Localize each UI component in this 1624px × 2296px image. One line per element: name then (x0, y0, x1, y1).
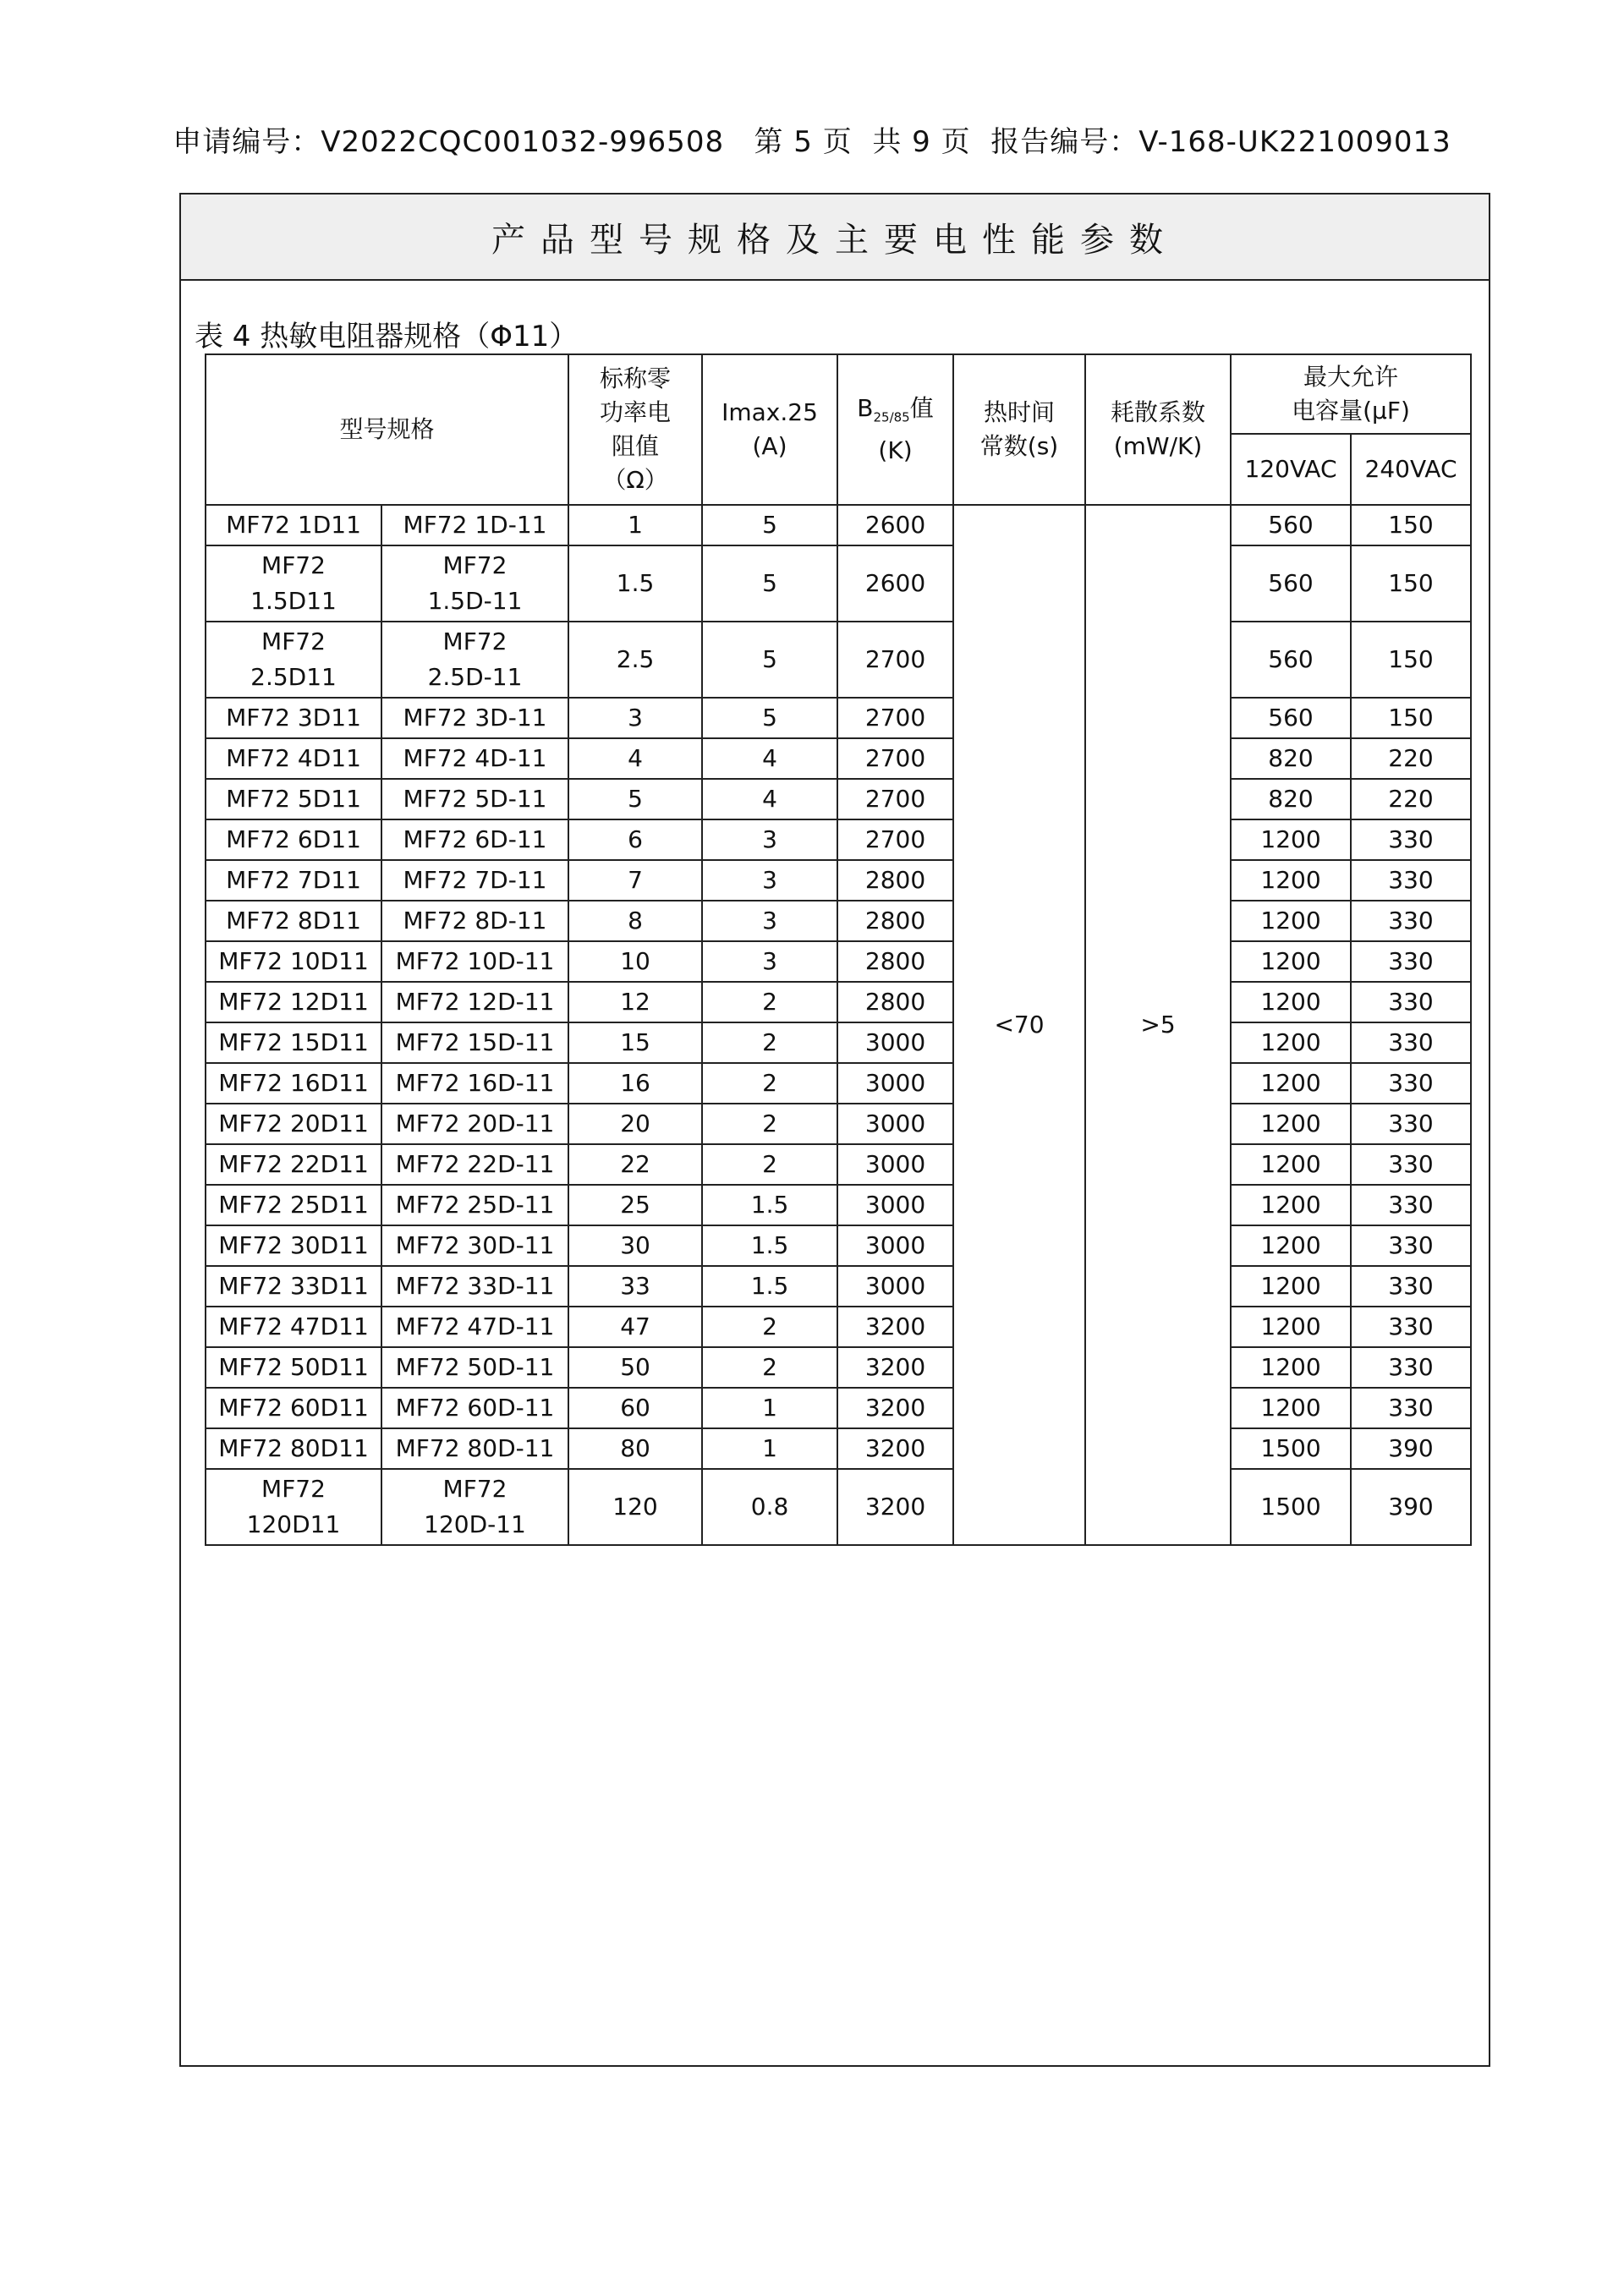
header-imax-line: (A) (752, 432, 787, 460)
model-code-alt (381, 1266, 568, 1307)
model-code-line: MF72 (442, 627, 508, 655)
imax-cell: 4 (702, 779, 837, 819)
imax-cell: 4 (702, 738, 837, 779)
model-code-alt (381, 738, 568, 779)
model-code (206, 941, 381, 982)
header-resistance-line: 阻值 (612, 432, 660, 460)
model-code-line: MF72 80D-11 (395, 1434, 555, 1462)
capacitance-120vac-cell: 1500 (1231, 1428, 1351, 1469)
header-resistance-line: 标称零 (600, 364, 672, 392)
model-code-line: MF72 20D11 (218, 1110, 369, 1137)
model-code-alt (381, 1388, 568, 1428)
table-row (206, 1469, 1471, 1545)
model-code-line: 2.5D-11 (427, 663, 523, 691)
thermal-time-cell: <70 (953, 505, 1085, 1545)
capacitance-240vac-cell: 330 (1351, 941, 1471, 982)
model-code-line: MF72 47D11 (218, 1312, 369, 1340)
dissipation-cell: >5 (1085, 505, 1231, 1545)
model-code-line: MF72 1D-11 (403, 511, 547, 539)
model-code-line: MF72 5D-11 (403, 785, 547, 813)
resistance-cell: 7 (568, 860, 702, 901)
resistance-cell: 15 (568, 1022, 702, 1063)
resistance-cell: 1.5 (568, 545, 702, 622)
model-code (206, 1266, 381, 1307)
model-code-line: MF72 6D11 (226, 825, 361, 853)
capacitance-120vac-cell: 560 (1231, 545, 1351, 622)
table-row (206, 622, 1471, 698)
table-row (206, 505, 1471, 545)
model-code-alt (381, 505, 568, 545)
imax-cell: 2 (702, 1144, 837, 1185)
model-code (206, 819, 381, 860)
capacitance-120vac-cell: 1200 (1231, 1225, 1351, 1266)
model-code-alt (381, 1022, 568, 1063)
capacitance-240vac-cell: 330 (1351, 1104, 1471, 1144)
model-code (206, 1104, 381, 1144)
header-resistance (568, 354, 702, 505)
table-row (206, 1104, 1471, 1144)
header-b-unit: (K) (878, 436, 913, 465)
model-code (206, 1469, 381, 1545)
model-code (206, 1307, 381, 1347)
model-code-alt (381, 1469, 568, 1545)
table-row (206, 860, 1471, 901)
model-code-line: MF72 8D-11 (403, 907, 547, 934)
capacitance-120vac-cell: 1200 (1231, 1388, 1351, 1428)
b-value-cell: 3000 (837, 1063, 953, 1104)
table-row (206, 779, 1471, 819)
header-b-value (837, 354, 953, 505)
thermistor-spec-table (205, 353, 1472, 1546)
page-header: 申请编号：V2022CQC001032-996508 第 5 页 共 9 页 报告编号：V-168-UK221009013 (173, 125, 1451, 159)
b-value-cell: 3000 (837, 1225, 953, 1266)
model-code-alt (381, 622, 568, 698)
model-code-line: 120D-11 (424, 1510, 526, 1538)
model-code-line: MF72 12D11 (218, 988, 369, 1016)
capacitance-120vac-cell: 1200 (1231, 1185, 1351, 1225)
model-code (206, 860, 381, 901)
b-value-cell: 2800 (837, 860, 953, 901)
capacitance-240vac-cell: 220 (1351, 779, 1471, 819)
capacitance-240vac-cell: 390 (1351, 1428, 1471, 1469)
resistance-cell: 25 (568, 1185, 702, 1225)
table-row (206, 545, 1471, 622)
model-code-alt (381, 819, 568, 860)
model-code-line: MF72 30D-11 (395, 1231, 555, 1259)
model-code-alt (381, 779, 568, 819)
model-code-line: 1.5D11 (250, 587, 337, 615)
capacitance-120vac-cell: 1200 (1231, 1347, 1351, 1388)
imax-cell: 2 (702, 982, 837, 1022)
capacitance-240vac-cell: 330 (1351, 1063, 1471, 1104)
resistance-cell: 3 (568, 698, 702, 738)
capacitance-240vac-cell: 330 (1351, 1388, 1471, 1428)
model-code-line: MF72 3D11 (226, 704, 361, 732)
model-code-line: MF72 (261, 1475, 326, 1503)
model-code-line: MF72 10D-11 (395, 947, 555, 975)
model-code-line: MF72 (261, 627, 326, 655)
imax-cell: 1.5 (702, 1225, 837, 1266)
model-code (206, 1428, 381, 1469)
header-max-capacitance-line: 最大允许 (1303, 363, 1399, 391)
model-code-alt (381, 1428, 568, 1469)
table-row (206, 1307, 1471, 1347)
capacitance-120vac-cell: 1200 (1231, 982, 1351, 1022)
table-row (206, 1347, 1471, 1388)
imax-cell: 1.5 (702, 1185, 837, 1225)
document-frame (179, 193, 1490, 2067)
capacitance-120vac-cell: 1200 (1231, 819, 1351, 860)
model-code (206, 1022, 381, 1063)
model-code (206, 982, 381, 1022)
imax-cell: 1.5 (702, 1266, 837, 1307)
model-code-line: MF72 (261, 551, 326, 579)
resistance-cell: 16 (568, 1063, 702, 1104)
capacitance-240vac-cell: 330 (1351, 1144, 1471, 1185)
section-title: 产品型号规格及主要电性能参数 (181, 195, 1489, 281)
capacitance-240vac-cell: 330 (1351, 1022, 1471, 1063)
capacitance-120vac-cell: 1200 (1231, 860, 1351, 901)
header-b-suffix: 值 (909, 393, 934, 422)
table-row (206, 1144, 1471, 1185)
model-code-line: MF72 3D-11 (403, 704, 547, 732)
capacitance-120vac-cell: 820 (1231, 738, 1351, 779)
b-value-cell: 3200 (837, 1428, 953, 1469)
capacitance-120vac-cell: 1200 (1231, 1144, 1351, 1185)
model-code-line: MF72 33D11 (218, 1272, 369, 1300)
header-120vac: 120VAC (1231, 434, 1351, 505)
capacitance-240vac-cell: 330 (1351, 1225, 1471, 1266)
model-code (206, 698, 381, 738)
b-value-cell: 2800 (837, 982, 953, 1022)
model-code-line: MF72 80D11 (218, 1434, 369, 1462)
model-code-line: MF72 22D11 (218, 1150, 369, 1178)
model-code (206, 505, 381, 545)
model-code-alt (381, 1144, 568, 1185)
model-code (206, 1063, 381, 1104)
model-code-line: MF72 30D11 (218, 1231, 369, 1259)
table-row (206, 698, 1471, 738)
capacitance-120vac-cell: 820 (1231, 779, 1351, 819)
capacitance-120vac-cell: 1200 (1231, 901, 1351, 941)
capacitance-120vac-cell: 560 (1231, 698, 1351, 738)
capacitance-240vac-cell: 330 (1351, 1185, 1471, 1225)
capacitance-120vac-cell: 1200 (1231, 1063, 1351, 1104)
header-thermal-time-line: 常数(s) (979, 432, 1059, 460)
capacitance-240vac-cell: 330 (1351, 982, 1471, 1022)
model-code-alt (381, 1185, 568, 1225)
capacitance-240vac-cell: 330 (1351, 1347, 1471, 1388)
header-imax-line: Imax.25 (721, 398, 818, 426)
table-row (206, 738, 1471, 779)
model-code (206, 901, 381, 941)
model-code-alt (381, 1104, 568, 1144)
b-value-cell: 2700 (837, 622, 953, 698)
header-dissipation-line: (mW/K) (1113, 432, 1203, 460)
header-max-capacitance-line: 电容量(μF) (1292, 397, 1410, 425)
model-code-line: MF72 4D-11 (403, 744, 547, 772)
table-row (206, 1063, 1471, 1104)
b-value-cell: 2700 (837, 738, 953, 779)
resistance-cell: 33 (568, 1266, 702, 1307)
model-code-line: MF72 5D11 (226, 785, 361, 813)
resistance-cell: 120 (568, 1469, 702, 1545)
imax-cell: 3 (702, 901, 837, 941)
b-value-cell: 3000 (837, 1104, 953, 1144)
b-value-cell: 2700 (837, 819, 953, 860)
model-code (206, 779, 381, 819)
imax-cell: 2 (702, 1104, 837, 1144)
capacitance-120vac-cell: 1200 (1231, 1266, 1351, 1307)
model-code-alt (381, 941, 568, 982)
model-code-line: MF72 60D-11 (395, 1394, 555, 1422)
imax-cell: 2 (702, 1022, 837, 1063)
resistance-cell: 12 (568, 982, 702, 1022)
model-code (206, 1185, 381, 1225)
model-code-line: 1.5D-11 (427, 587, 523, 615)
table-row (206, 1022, 1471, 1063)
b-value-cell: 3200 (837, 1469, 953, 1545)
b-value-cell: 2800 (837, 901, 953, 941)
table-row (206, 982, 1471, 1022)
model-code-line: MF72 7D-11 (403, 866, 547, 894)
model-code-line: MF72 8D11 (226, 907, 361, 934)
capacitance-120vac-cell: 1500 (1231, 1469, 1351, 1545)
model-code-line: 120D11 (246, 1510, 341, 1538)
b-value-cell: 2700 (837, 698, 953, 738)
resistance-cell: 6 (568, 819, 702, 860)
header-240vac: 240VAC (1351, 434, 1471, 505)
header-dissipation-line: 耗散系数 (1111, 398, 1206, 426)
imax-cell: 2 (702, 1063, 837, 1104)
model-code-line: MF72 16D11 (218, 1069, 369, 1097)
b-value-cell: 2600 (837, 505, 953, 545)
model-code-line: 2.5D11 (250, 663, 337, 691)
b-value-cell: 3000 (837, 1022, 953, 1063)
b-value-cell: 3000 (837, 1266, 953, 1307)
imax-cell: 5 (702, 698, 837, 738)
header-model: 型号规格 (206, 354, 568, 505)
capacitance-120vac-cell: 1200 (1231, 1104, 1351, 1144)
model-code-line: MF72 25D-11 (395, 1191, 555, 1219)
imax-cell: 3 (702, 941, 837, 982)
model-code-line: MF72 16D-11 (395, 1069, 555, 1097)
imax-cell: 2 (702, 1307, 837, 1347)
model-code-line: MF72 4D11 (226, 744, 361, 772)
header-max-capacitance (1231, 354, 1471, 434)
model-code-alt (381, 1347, 568, 1388)
capacitance-240vac-cell: 330 (1351, 1307, 1471, 1347)
b-value-cell: 2800 (837, 941, 953, 982)
model-code-line: MF72 12D-11 (395, 988, 555, 1016)
resistance-cell: 1 (568, 505, 702, 545)
model-code (206, 1225, 381, 1266)
capacitance-240vac-cell: 330 (1351, 819, 1471, 860)
table-row (206, 941, 1471, 982)
b-value-cell: 2600 (837, 545, 953, 622)
header-thermal-time-line: 热时间 (984, 398, 1056, 426)
model-code-line: MF72 22D-11 (395, 1150, 555, 1178)
model-code (206, 1144, 381, 1185)
header-resistance-line: （Ω） (602, 466, 668, 494)
capacitance-120vac-cell: 1200 (1231, 941, 1351, 982)
imax-cell: 1 (702, 1428, 837, 1469)
capacitance-240vac-cell: 330 (1351, 860, 1471, 901)
table-row (206, 1185, 1471, 1225)
model-code-line: MF72 (442, 551, 508, 579)
b-value-cell: 3000 (837, 1144, 953, 1185)
resistance-cell: 20 (568, 1104, 702, 1144)
table-row (206, 1388, 1471, 1428)
imax-cell: 1 (702, 1388, 837, 1428)
model-code-line: MF72 47D-11 (395, 1312, 555, 1340)
model-code-alt (381, 545, 568, 622)
model-code (206, 622, 381, 698)
model-code (206, 545, 381, 622)
imax-cell: 2 (702, 1347, 837, 1388)
model-code-alt (381, 860, 568, 901)
resistance-cell: 8 (568, 901, 702, 941)
imax-cell: 3 (702, 819, 837, 860)
header-b-prefix: B (857, 393, 874, 422)
header-b-subscript: 25/85 (873, 409, 910, 425)
model-code-alt (381, 901, 568, 941)
model-code-alt (381, 1063, 568, 1104)
imax-cell: 5 (702, 505, 837, 545)
resistance-cell: 60 (568, 1388, 702, 1428)
capacitance-120vac-cell: 1200 (1231, 1022, 1351, 1063)
capacitance-240vac-cell: 150 (1351, 622, 1471, 698)
capacitance-120vac-cell: 560 (1231, 505, 1351, 545)
b-value-cell: 3000 (837, 1185, 953, 1225)
resistance-cell: 47 (568, 1307, 702, 1347)
table-row (206, 1266, 1471, 1307)
model-code-line: MF72 (442, 1475, 508, 1503)
model-code-line: MF72 33D-11 (395, 1272, 555, 1300)
table-body (206, 505, 1471, 1545)
capacitance-240vac-cell: 330 (1351, 1266, 1471, 1307)
table-row (206, 1428, 1471, 1469)
model-code-line: MF72 15D11 (218, 1028, 369, 1056)
capacitance-240vac-cell: 330 (1351, 901, 1471, 941)
resistance-cell: 50 (568, 1347, 702, 1388)
header-imax (702, 354, 837, 505)
resistance-cell: 2.5 (568, 622, 702, 698)
resistance-cell: 80 (568, 1428, 702, 1469)
capacitance-240vac-cell: 150 (1351, 545, 1471, 622)
model-code-alt (381, 698, 568, 738)
model-code-line: MF72 1D11 (226, 511, 361, 539)
resistance-cell: 5 (568, 779, 702, 819)
capacitance-120vac-cell: 560 (1231, 622, 1351, 698)
model-code-line: MF72 60D11 (218, 1394, 369, 1422)
model-code-alt (381, 1225, 568, 1266)
imax-cell: 5 (702, 622, 837, 698)
model-code-line: MF72 50D11 (218, 1353, 369, 1381)
model-code-line: MF72 15D-11 (395, 1028, 555, 1056)
model-code-line: MF72 20D-11 (395, 1110, 555, 1137)
b-value-cell: 3200 (837, 1388, 953, 1428)
model-code-line: MF72 50D-11 (395, 1353, 555, 1381)
resistance-cell: 30 (568, 1225, 702, 1266)
model-code (206, 738, 381, 779)
capacitance-240vac-cell: 390 (1351, 1469, 1471, 1545)
capacitance-240vac-cell: 220 (1351, 738, 1471, 779)
header-resistance-line: 功率电 (600, 398, 672, 426)
model-code-line: MF72 7D11 (226, 866, 361, 894)
model-code-line: MF72 25D11 (218, 1191, 369, 1219)
model-code-alt (381, 982, 568, 1022)
b-value-cell: 3200 (837, 1347, 953, 1388)
imax-cell: 3 (702, 860, 837, 901)
imax-cell: 5 (702, 545, 837, 622)
resistance-cell: 22 (568, 1144, 702, 1185)
capacitance-240vac-cell: 150 (1351, 505, 1471, 545)
model-code (206, 1388, 381, 1428)
model-code (206, 1347, 381, 1388)
model-code-line: MF72 6D-11 (403, 825, 547, 853)
b-value-cell: 2700 (837, 779, 953, 819)
resistance-cell: 4 (568, 738, 702, 779)
resistance-cell: 10 (568, 941, 702, 982)
model-code-line: MF72 10D11 (218, 947, 369, 975)
header-b-value-line (838, 392, 952, 435)
capacitance-240vac-cell: 150 (1351, 698, 1471, 738)
capacitance-120vac-cell: 1200 (1231, 1307, 1351, 1347)
table-row (206, 819, 1471, 860)
header-dissipation (1085, 354, 1231, 505)
b-value-cell: 3200 (837, 1307, 953, 1347)
table-row (206, 901, 1471, 941)
model-code-alt (381, 1307, 568, 1347)
table-caption: 表 4 热敏电阻器规格（Φ11） (195, 320, 579, 353)
imax-cell: 0.8 (702, 1469, 837, 1545)
table-row (206, 1225, 1471, 1266)
header-thermal-time (953, 354, 1085, 505)
